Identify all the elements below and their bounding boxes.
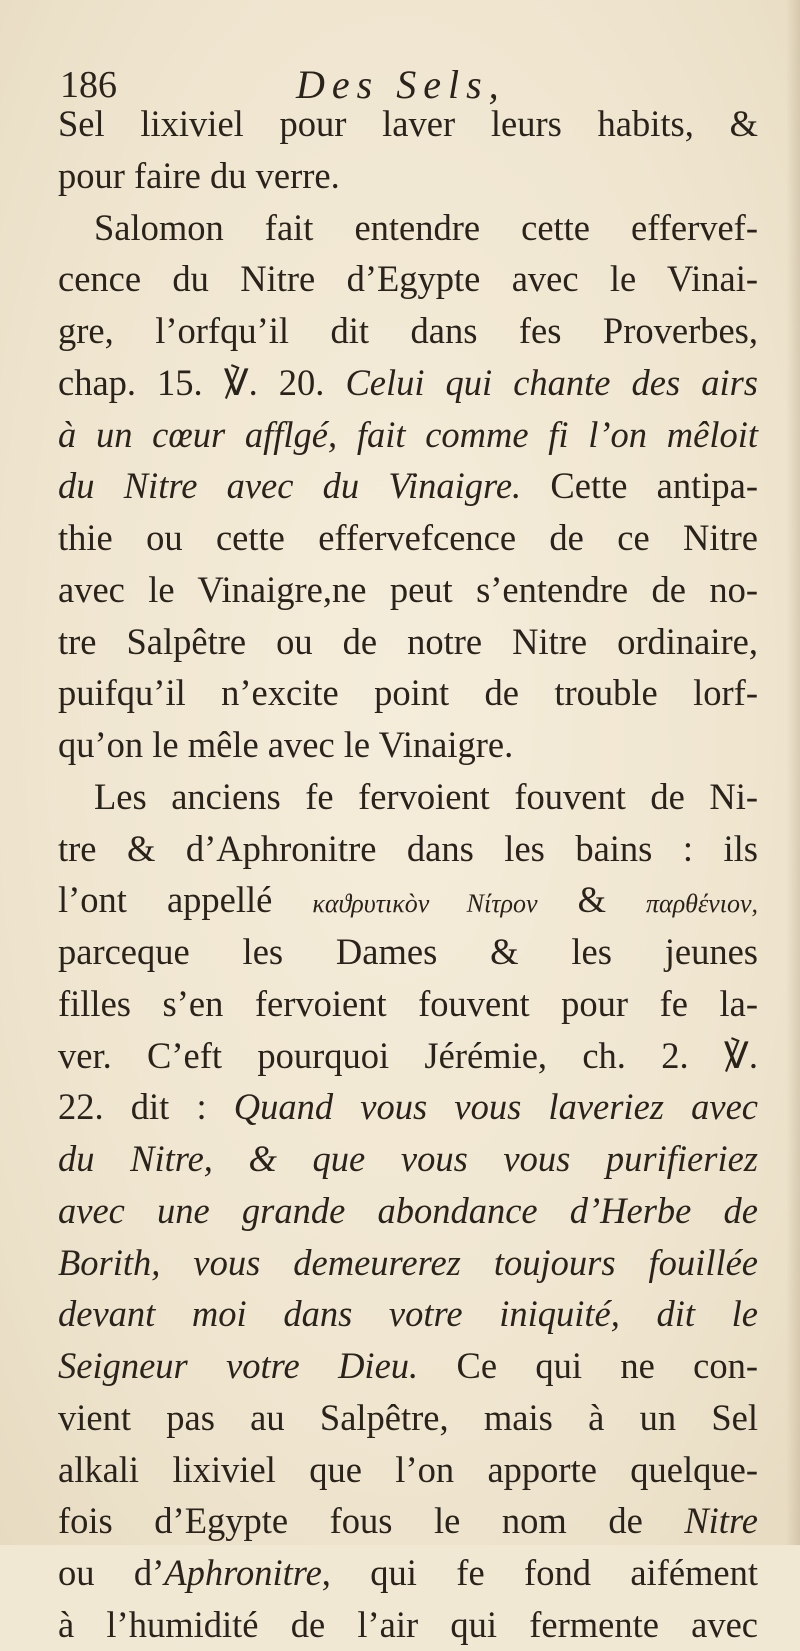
text-line bbox=[58, 926, 758, 978]
body-text bbox=[58, 98, 758, 1651]
italic-text: du Nitre avec du Vinaigre. bbox=[58, 465, 551, 507]
text-segment: , qui fe fond aifément bbox=[321, 1552, 758, 1593]
text-segment: tre & d’Aphronitre dans les bains : ils bbox=[58, 827, 758, 869]
text-line bbox=[58, 1030, 758, 1082]
text-segment: pour faire du verre. bbox=[58, 154, 340, 196]
text-line bbox=[58, 1392, 758, 1444]
italic-text: devant moi dans votre iniquité, dit le bbox=[58, 1293, 758, 1335]
text-segment: gre, l’orfqu’il dit dans fes Proverbes, bbox=[58, 310, 758, 351]
text-segment: cence du Nitre d’Egypte avec le Vinai- bbox=[58, 258, 758, 300]
text-segment: & bbox=[537, 879, 647, 921]
text-line bbox=[58, 1599, 758, 1651]
text-line bbox=[58, 1495, 758, 1547]
text-line bbox=[58, 1547, 758, 1599]
text-line bbox=[58, 1288, 758, 1340]
text-line bbox=[58, 98, 758, 150]
text-segment: Cette antipa- bbox=[550, 465, 758, 507]
text-segment: Ce qui ne con- bbox=[456, 1345, 758, 1386]
italic-text: Celui qui chante des airs bbox=[345, 361, 758, 403]
text-segment: Salomon fait entendre cette effervef- bbox=[94, 206, 758, 248]
text-segment: avec le Vinaigre,ne peut s’entendre de no- bbox=[58, 568, 758, 610]
italic-text: du Nitre, & que vous vous purifieriez bbox=[58, 1138, 758, 1179]
text-line bbox=[58, 978, 758, 1030]
text-segment: qu’on le mêle avec le Vinaigre. bbox=[58, 724, 514, 765]
italic-text: Nitre bbox=[684, 1500, 758, 1542]
italic-text: Seigneur votre Dieu. bbox=[58, 1345, 457, 1386]
text-line bbox=[58, 564, 758, 616]
italic-text: avec une grande abondance d’Herbe de bbox=[58, 1189, 758, 1231]
greek-word: παρθένιον, bbox=[646, 889, 758, 919]
italic-text: à un cœur afflgé, fait comme fi l’on mêloit bbox=[58, 413, 758, 455]
text-segment: alkali lixiviel que l’on apporte quelque- bbox=[58, 1448, 758, 1490]
text-segment: ou d’ bbox=[58, 1552, 165, 1593]
text-line bbox=[58, 667, 758, 719]
text-segment: parceque les Dames & les jeunes bbox=[58, 931, 758, 972]
text-line bbox=[58, 460, 758, 512]
text-segment: vient pas au Salpêtre, mais à un Sel bbox=[58, 1396, 758, 1438]
text-line bbox=[58, 1340, 758, 1392]
text-line bbox=[58, 1081, 758, 1133]
text-segment: chap. 15. ℣. 20. bbox=[58, 361, 346, 403]
page-number: 186 bbox=[60, 64, 117, 106]
text-line bbox=[58, 874, 758, 926]
text-line bbox=[58, 771, 758, 823]
text-line bbox=[58, 823, 758, 875]
text-line bbox=[58, 202, 758, 254]
italic-text: Quand vous vous laveriez avec bbox=[233, 1086, 758, 1128]
text-segment: ver. C’eft pourquoi Jérémie, ch. 2. ℣. bbox=[58, 1034, 758, 1076]
text-segment: à l’humidité de l’air qui fermente avec bbox=[58, 1603, 758, 1645]
text-line bbox=[58, 305, 758, 357]
text-segment: puifqu’il n’excite point de trouble lorf- bbox=[58, 672, 758, 714]
text-line bbox=[58, 1237, 758, 1289]
text-segment: Sel lixiviel pour laver leurs habits, & bbox=[58, 103, 758, 144]
text-segment: thie ou cette effervefcence de ce Nitre bbox=[58, 517, 758, 558]
text-segment: l’ont appellé bbox=[58, 879, 313, 921]
text-line bbox=[58, 253, 758, 305]
text-segment: Les anciens fe fervoient fouvent de Ni- bbox=[94, 775, 758, 817]
text-line bbox=[58, 616, 758, 668]
italic-text: Aphronitre bbox=[164, 1552, 322, 1593]
greek-word: καϑρυτικòν Νίτρον bbox=[312, 889, 538, 919]
text-segment: filles s’en fervoient fouvent pour fe la- bbox=[58, 982, 758, 1024]
text-line bbox=[58, 357, 758, 409]
text-segment: 22. dit : bbox=[58, 1086, 234, 1128]
text-line bbox=[58, 719, 758, 771]
text-line bbox=[58, 409, 758, 461]
text-segment: fois d’Egypte fous le nom de bbox=[58, 1500, 685, 1542]
text-line bbox=[58, 1133, 758, 1185]
text-line bbox=[58, 1444, 758, 1496]
text-line bbox=[58, 150, 758, 202]
italic-text: Borith, vous demeurerez toujours fouillée bbox=[58, 1241, 758, 1283]
running-head: Des Sels, bbox=[296, 62, 506, 107]
page-edge-shadow bbox=[786, 0, 800, 1545]
text-line bbox=[58, 512, 758, 564]
text-segment: tre Salpêtre ou de notre Nitre ordinaire, bbox=[58, 620, 758, 662]
text-line bbox=[58, 1185, 758, 1237]
